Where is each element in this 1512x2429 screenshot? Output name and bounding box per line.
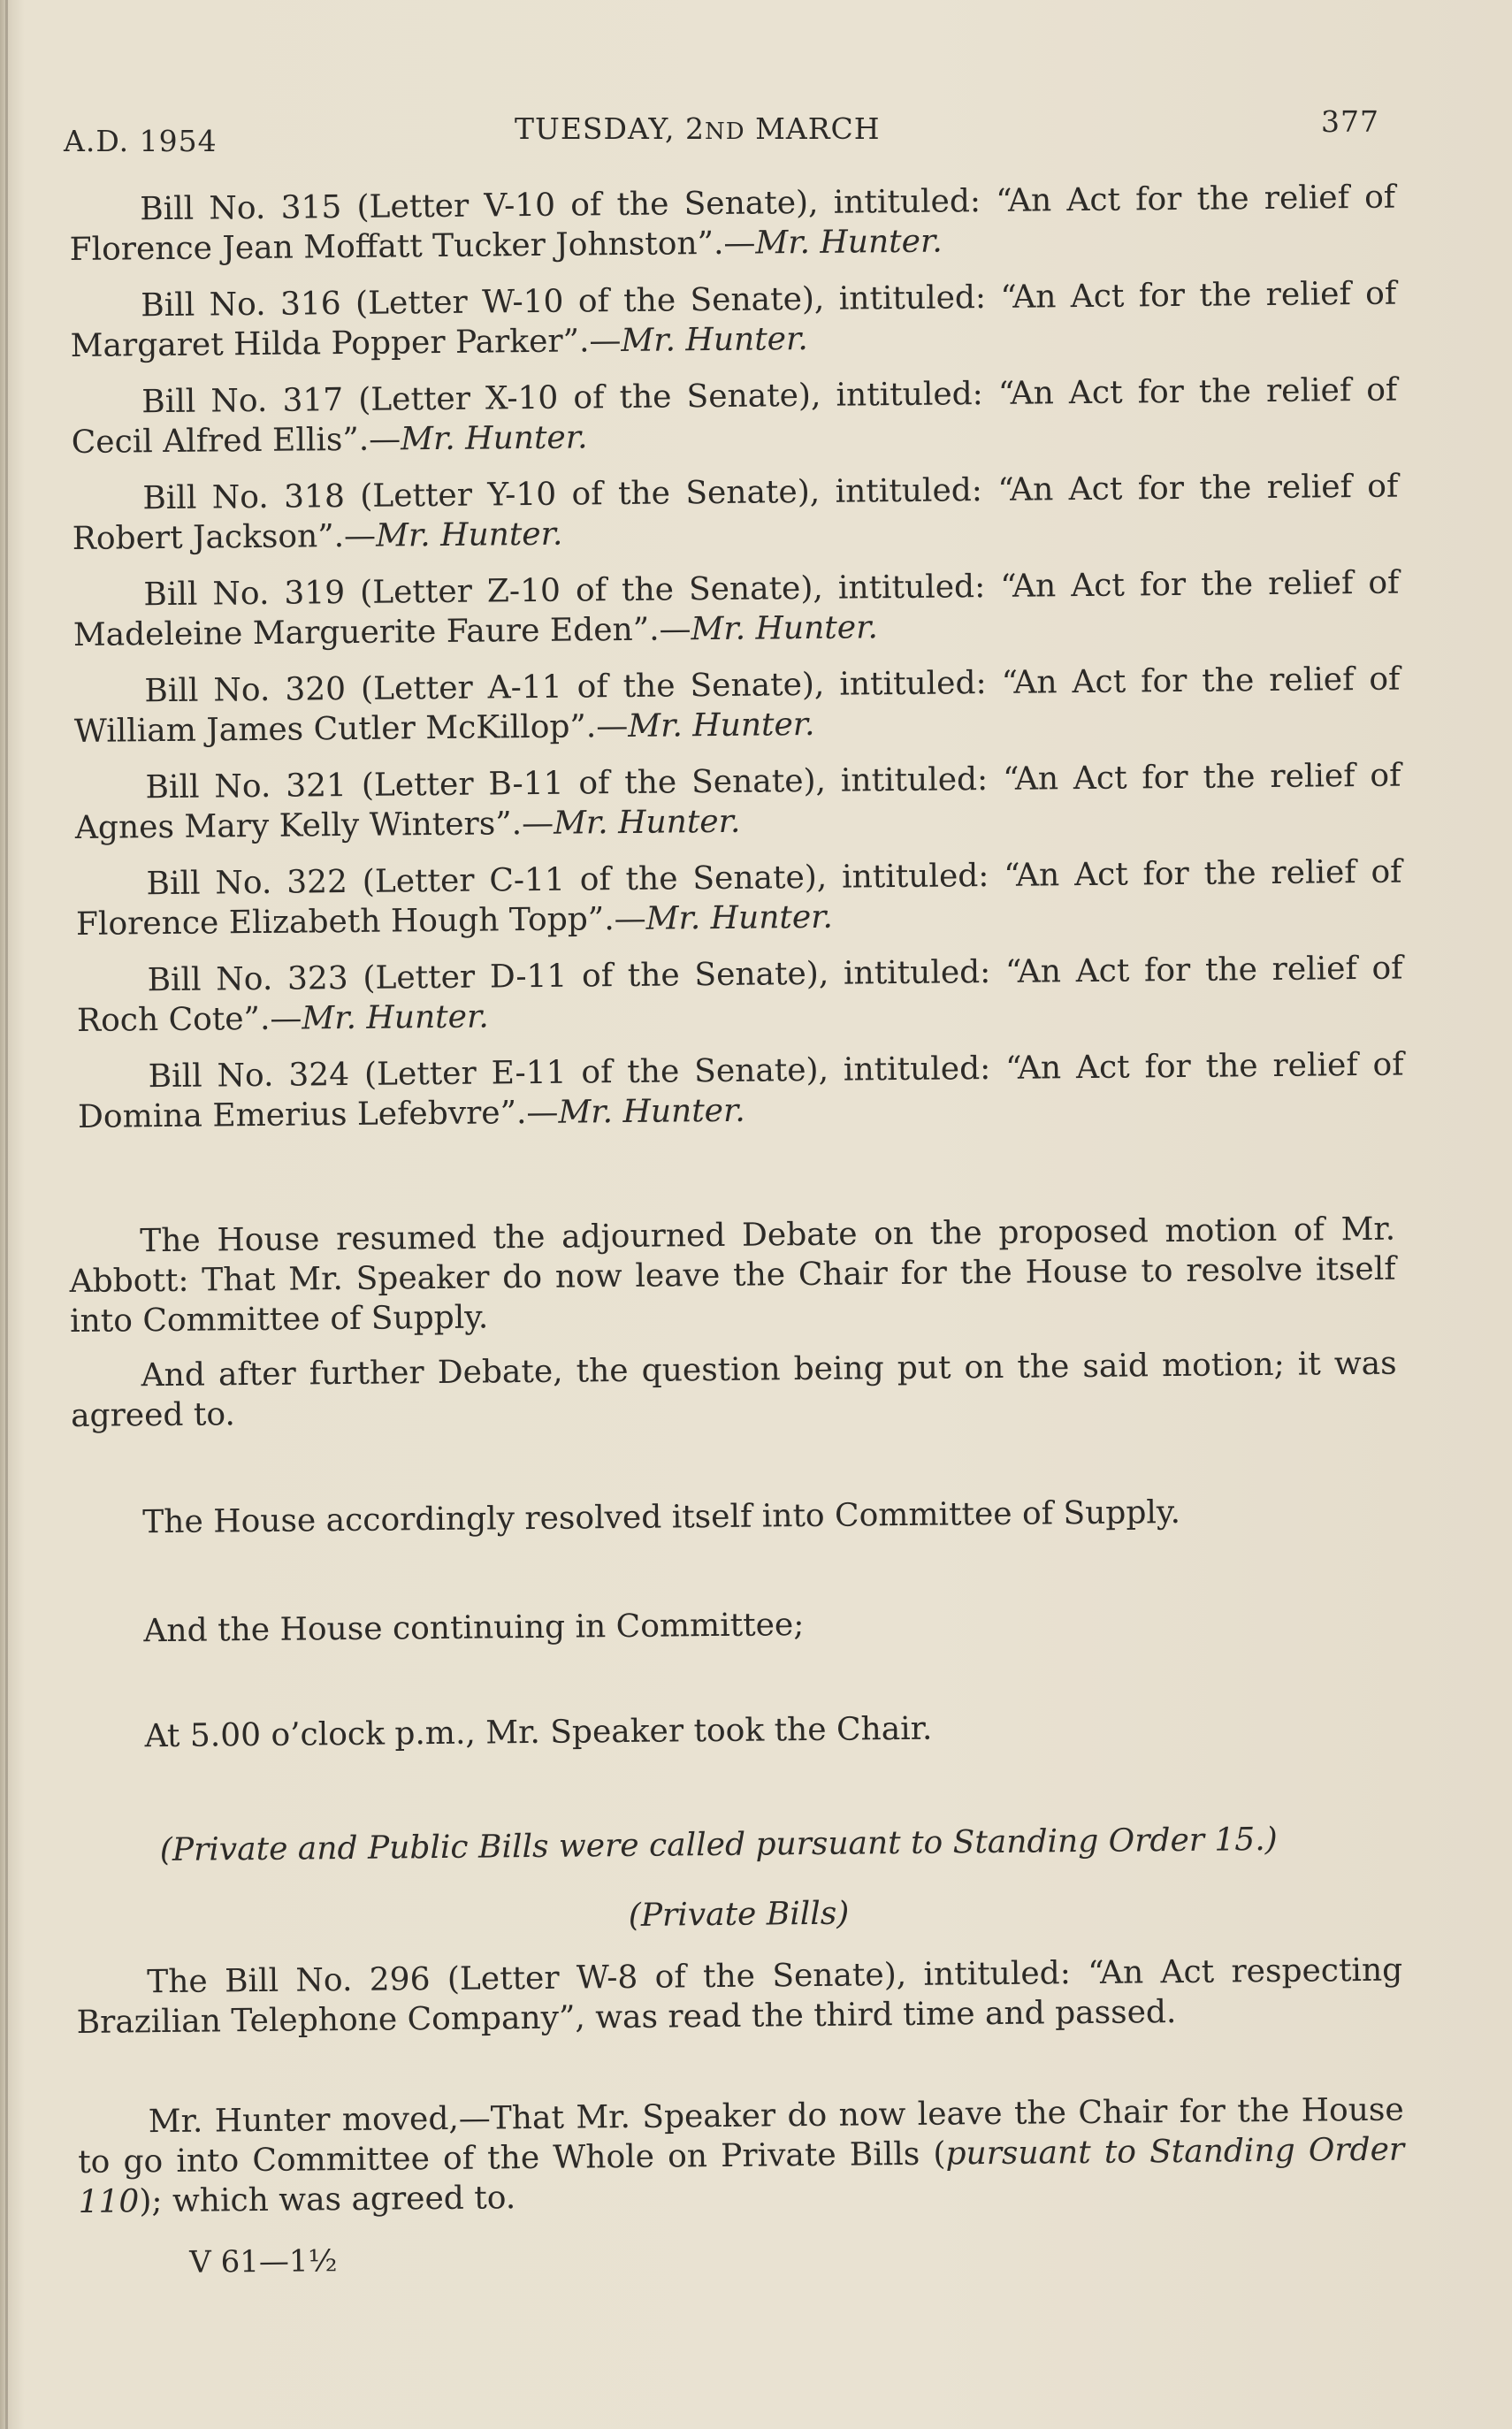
bill-text: Bill No. 321 (Letter B-11 of the Senate), intituled: “An Act for the relief of Agnes Mary Kelly Winters”.— <box>74 757 1401 846</box>
motion-text: Mr. Hunter moved,—That Mr. Speaker do now leave the Chair for the House to go into Committee of the Whole on Private Bills ( <box>78 2091 1404 2181</box>
bill-mover: Mr. Hunter. <box>302 998 489 1037</box>
running-head <box>64 104 1379 157</box>
bill-text: Bill No. 316 (Letter W-10 of the Senate), intituled: “An Act for the relief of Margaret Hilda Popper Parker”.— <box>70 275 1397 364</box>
motion-standing-order: pursuant to Standing Order 110 <box>78 2131 1405 2220</box>
bill-296-entry: The Bill No. 296 (Letter W-8 of the Senate), intituled: “An Act respecting Brazilian Telephone Company”, was read the third time and passed. <box>76 1952 1403 2041</box>
bill-entry <box>77 1045 1404 1137</box>
date-ordinal: ND <box>704 118 745 145</box>
bill-text: Bill No. 324 (Letter E-11 of the Senate), intituled: “An Act for the relief of Domina Emerius Lefebvre”.— <box>77 1046 1404 1135</box>
debate-resumed: The House resumed the adjourned Debate on the proposed motion of Mr. Abbott: That Mr. Speaker do now leave the Chair for the House to resolve itself into Committee of Supply. <box>69 1211 1396 1340</box>
bill-entry <box>75 852 1402 944</box>
bill-entry <box>73 563 1400 655</box>
private-bills-heading: (Private Bills) <box>628 1895 850 1934</box>
date-month: MARCH <box>745 111 881 146</box>
bill-mover: Mr. Hunter. <box>553 803 741 842</box>
bill-mover: Mr. Hunter. <box>621 320 808 360</box>
bill-text: Bill No. 317 (Letter X-10 of the Senate), intituled: “An Act for the relief of Cecil Alfred Ellis”.— <box>71 371 1398 461</box>
bill-entry <box>74 756 1401 848</box>
bills-called-note: (Private and Public Bills were called pursuant to Standing Order 15.) <box>159 1821 1278 1869</box>
debate-agreed: And after further Debate, the question being put on the said motion; it was agreed to. <box>70 1345 1397 1434</box>
bill-mover: Mr. Hunter. <box>375 516 563 554</box>
bill-text: Bill No. 322 (Letter C-11 of the Senate), intituled: “An Act for the relief of Florence Elizabeth Hough Topp”.— <box>75 853 1402 943</box>
bill-mover: Mr. Hunter. <box>628 706 815 745</box>
motion-end: ); which was agreed to. <box>139 2180 516 2220</box>
signature-mark: V 61—1½ <box>189 2243 338 2280</box>
bill-text: Bill No. 318 (Letter Y-10 of the Senate), intituled: “An Act for the relief of Robert Jackson”.— <box>72 468 1399 557</box>
bill-list <box>69 178 1404 1154</box>
speaker-took-chair: At 5.00 o’clock p.m., Mr. Speaker took the Chair. <box>144 1710 933 1755</box>
bill-text: Bill No. 319 (Letter Z-10 of the Senate), intituled: “An Act for the relief of Madeleine Marguerite Faure Eden”.— <box>73 564 1400 653</box>
bill-entry <box>76 949 1403 1041</box>
hunter-motion <box>78 2090 1405 2222</box>
bill-mover: Mr. Hunter. <box>755 223 943 262</box>
bill-entry <box>70 274 1397 366</box>
bill-mover: Mr. Hunter. <box>691 609 878 648</box>
date-prefix: TUESDAY, 2 <box>515 111 705 146</box>
bill-entry <box>69 178 1396 270</box>
date-heading <box>515 111 881 146</box>
binding-edge <box>5 0 8 2429</box>
bill-mover: Mr. Hunter. <box>645 898 834 937</box>
year-label: A.D. 1954 <box>64 124 218 158</box>
proceedings <box>69 1210 1405 2280</box>
bill-text: Bill No. 320 (Letter A-11 of the Senate), intituled: “An Act for the relief of William James Cutler McKillop”.— <box>73 661 1401 750</box>
bill-entry <box>71 370 1398 462</box>
bill-entry <box>72 467 1399 559</box>
bill-text: Bill No. 323 (Letter D-11 of the Senate), intituled: “An Act for the relief of Roch Cote”.— <box>76 950 1403 1039</box>
committee-continuing: And the House continuing in Committee; <box>143 1607 805 1650</box>
page-number: 377 <box>1321 104 1379 139</box>
bill-entry <box>73 660 1401 752</box>
committee-resolved: The House accordingly resolved itself into Committee of Supply. <box>142 1493 1181 1541</box>
bill-text: Bill No. 315 (Letter V-10 of the Senate), intituled: “An Act for the relief of Florence Jean Moffatt Tucker Johnston”.— <box>69 179 1396 268</box>
bill-mover: Mr. Hunter. <box>400 419 588 458</box>
bill-mover: Mr. Hunter. <box>558 1092 745 1131</box>
